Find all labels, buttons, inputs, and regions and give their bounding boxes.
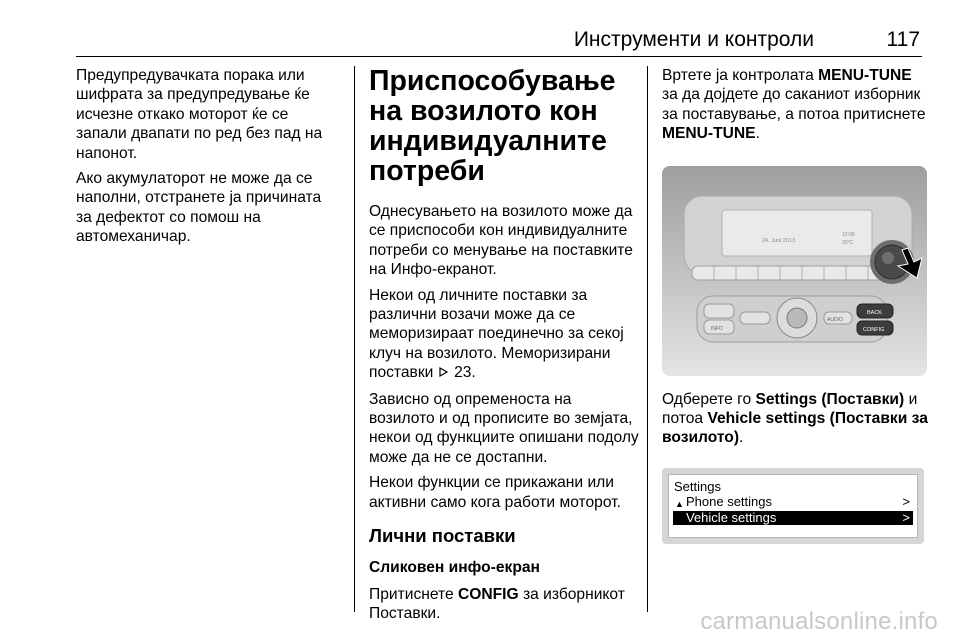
settings-screen-illustration [662,468,924,544]
page-reference-link[interactable]: 23. [454,364,476,382]
text: за изборникот Поставки. [369,585,625,623]
paragraph [369,286,639,384]
display-temp: 20°C [842,239,854,246]
paragraph-text: Некои од личните поставки за различни возачи може да се меморизираат поединечно за секој клуч на возилото. Меморизирани поставки [369,286,624,382]
settings-screen [668,474,918,538]
back-button-label: BACK [867,309,882,316]
sub-subheading: Сликовен инфо-екран [369,558,540,576]
config-label: CONFIG [458,585,519,603]
paragraph [662,390,930,448]
paragraph: Некои функции се прикажани или активни само кога работи моторот. [369,474,621,511]
display-date: 24. Juni 2013 [762,237,796,244]
section-title: Инструменти и контроли [573,28,814,51]
menu-tune-label: MENU-TUNE [818,67,912,84]
text: Вртете ја контролата [662,67,814,84]
settings-label: Settings (Поставки) [755,390,905,408]
column-2 [369,66,639,630]
text: Одберете го [662,390,752,408]
display-time: 12:00 [842,231,855,238]
text: . [755,125,760,143]
paragraph: Предупредувачката порака или шифрата за предупредување ќе исчезне откако моторот ќе се запали двапати по ред без пад на напонот. [76,67,323,162]
up-arrow-icon: ▲ [675,498,684,509]
subheading: Лични поставки [369,525,516,547]
column-1 [76,66,338,253]
page-number: 117 [886,28,920,51]
paragraph [662,66,930,144]
paragraph [369,585,639,624]
radio-control-panel-photo [662,166,927,376]
menu-item-phone-settings[interactable] [673,495,913,509]
paragraph: Ако акумулаторот не може да се наполни, отстранете ја причината за дефектот со помош на автомеханичар. [76,170,322,246]
watermark: carmanualsonline.info [700,608,938,635]
page-header [76,18,922,57]
vehicle-settings-label: Vehicle settings (Поставки за возилото) [662,410,928,447]
chevron-right-icon: > [902,493,910,509]
paragraph: Однесувањето на возилото може да се приспособи кон индивидуалните потреби со менување на поставките на Инфо-екранот. [369,203,633,279]
config-button-label: CONFIG [863,326,885,333]
column-divider-2 [647,66,648,612]
settings-title: Settings [674,478,721,494]
column-divider-1 [354,66,355,612]
menu-item-vehicle-settings[interactable] [673,511,913,525]
paragraph: Зависно од опременоста на возилото и од прописите во земјата, некои од функциите опишани подолу може да не се достапни. [369,390,639,466]
page-reference-icon[interactable] [438,364,450,383]
text: Притиснете [369,585,454,603]
text: за да дојдете до саканиот изборник за поставување, а потоа притиснете [662,86,926,123]
audio-button-label: AUDIO [827,316,843,323]
menu-item-label: Vehicle settings [686,509,777,525]
menu-item-label: Phone settings [686,493,773,509]
chevron-right-icon: > [902,509,910,525]
info-button-label: INFO [711,325,723,332]
menu-tune-label: MENU-TUNE [662,125,756,143]
text: и потоа [662,390,918,428]
text: . [739,429,744,447]
section-heading: Приспособување на возилото кон индивидуалните потреби [369,65,616,187]
column-3 [662,66,930,544]
